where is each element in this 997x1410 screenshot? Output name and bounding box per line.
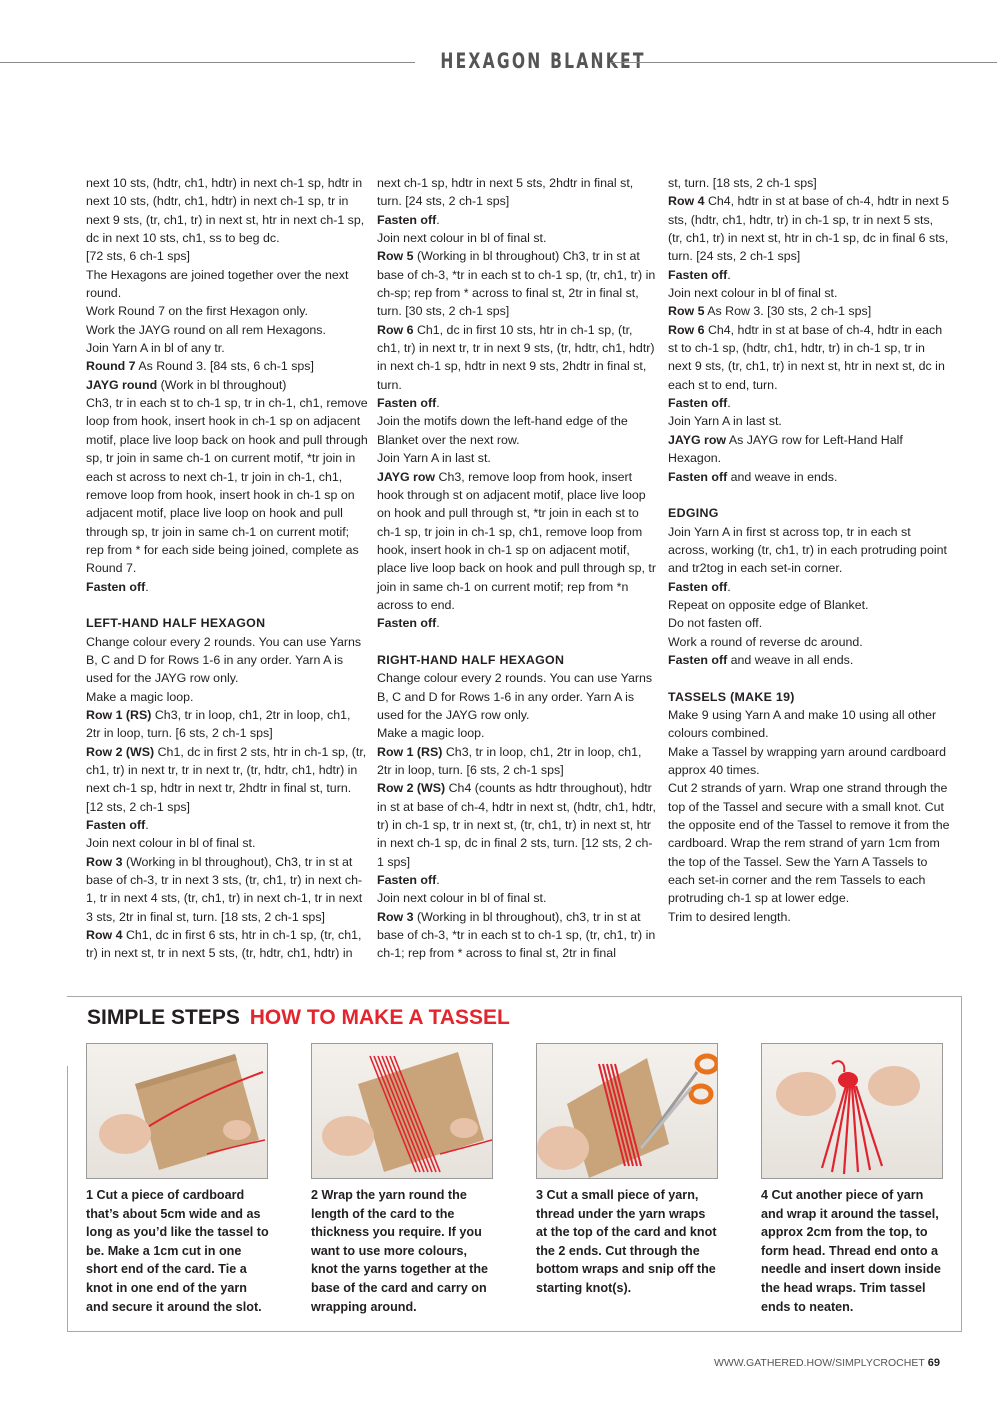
text-column-2 xyxy=(377,174,659,963)
text-run: RIGHT-HAND HALF HEXAGON xyxy=(377,652,565,667)
instruction-paragraph xyxy=(86,339,368,357)
bold-term: Row 1 (RS) xyxy=(86,707,152,722)
instruction-paragraph xyxy=(86,376,368,394)
instruction-paragraph xyxy=(86,394,368,577)
text-run: As Row 3. [30 sts, 2 ch-1 sps] xyxy=(704,304,872,319)
text-column-3 xyxy=(668,174,950,926)
step-caption-text xyxy=(536,1186,720,1298)
bold-term: JAYG row xyxy=(668,432,727,447)
instruction-paragraph xyxy=(86,578,368,596)
text-run: TASSELS (MAKE 19) xyxy=(668,689,795,704)
simple-steps-title-accent: HOW TO MAKE A TASSEL xyxy=(249,1006,510,1029)
text-run: Join the motifs down the left-hand edge of the Blanket over the next row. xyxy=(377,414,628,447)
text-run: LEFT-HAND HALF HEXAGON xyxy=(86,616,266,631)
bold-term: Row 3 xyxy=(86,854,123,869)
page-header xyxy=(0,46,997,82)
text-run: Join Yarn A in first st across top, tr in each st across, working (tr, ch1, tr) in each protruding point and tr2tog in each set-in corner. xyxy=(668,524,947,576)
bold-term: Row 1 (RS) xyxy=(377,744,443,759)
text-run: (Working in bl throughout) Ch3, tr in st at base of ch-3, *tr in each st to ch-1 sp, (tr, ch1, tr) in ch-sp; rep from * across to final st, 2tr in final st, turn. [30 sts, 2 ch-1 sps] xyxy=(377,249,656,319)
bold-term: Row 6 xyxy=(377,322,414,337)
instruction-paragraph xyxy=(86,321,368,339)
text-run: As Round 3. [84 sts, 6 ch-1 sps] xyxy=(135,359,314,374)
instruction-paragraph xyxy=(668,302,950,320)
paragraph-gap xyxy=(668,486,950,504)
step-1-caption xyxy=(86,1186,270,1316)
text-run: . xyxy=(145,579,149,594)
bold-term: Fasten off xyxy=(377,212,437,227)
instruction-paragraph xyxy=(377,211,659,229)
paragraph-gap xyxy=(86,596,368,614)
instruction-paragraph xyxy=(86,926,368,963)
page-number: 69 xyxy=(927,1357,940,1369)
step-text: Cut a small piece of yarn, thread under the yarn wraps at the top of the card and knot the 2 ends. Cut through the bottom wraps and snip off the starting knot(s). xyxy=(536,1188,717,1295)
bold-term: Fasten off xyxy=(668,267,728,282)
bold-term: Row 6 xyxy=(668,322,705,337)
instruction-paragraph xyxy=(668,706,950,743)
text-run: Change colour every 2 rounds. You can use Yarns B, C and D for Rows 1-6 in any order. Yarn A is used for the JAYG row only. xyxy=(86,634,362,686)
text-run: Work a round of reverse dc around. xyxy=(668,634,863,649)
hand-right xyxy=(868,1066,920,1106)
text-run: . xyxy=(436,212,440,227)
instruction-paragraph xyxy=(86,357,368,375)
instruction-paragraph xyxy=(377,468,659,615)
instruction-paragraph xyxy=(668,633,950,651)
hand-right xyxy=(223,1120,251,1140)
instruction-paragraph xyxy=(668,908,950,926)
instruction-paragraph xyxy=(86,174,368,247)
paragraph-gap xyxy=(377,633,659,651)
bold-term: Round 7 xyxy=(86,359,136,374)
instruction-paragraph xyxy=(668,468,950,486)
text-run: Join Yarn A in last st. xyxy=(668,414,782,429)
text-run: . xyxy=(436,616,440,631)
text-run: Ch1, dc in first 6 sts, htr in ch-1 sp, (tr, ch1, tr) in next st, tr in next 5 sts, (tr, hdtr, ch1, hdtr) in xyxy=(86,928,362,961)
instruction-paragraph xyxy=(668,174,950,192)
instruction-paragraph xyxy=(86,706,368,743)
text-run: (Work in bl throughout) xyxy=(157,377,287,392)
instruction-paragraph xyxy=(86,247,368,265)
bold-term: Fasten off xyxy=(377,396,437,411)
text-run: Join next colour in bl of final st. xyxy=(377,891,547,906)
instruction-paragraph xyxy=(86,743,368,816)
instruction-paragraph xyxy=(377,889,659,907)
text-run: [72 sts, 6 ch-1 sps] xyxy=(86,249,190,264)
text-run: Trim to desired length. xyxy=(668,909,791,924)
text-run: Repeat on opposite edge of Blanket. xyxy=(668,597,869,612)
instruction-paragraph xyxy=(377,321,659,394)
text-run: Join next colour in bl of final st. xyxy=(377,231,547,246)
instruction-paragraph xyxy=(377,394,659,412)
instruction-paragraph xyxy=(377,174,659,211)
section-heading xyxy=(86,614,368,632)
step-2-photo xyxy=(311,1043,493,1179)
bold-term: Row 4 xyxy=(86,928,123,943)
instruction-paragraph xyxy=(377,871,659,889)
text-run: and weave in all ends. xyxy=(727,652,854,667)
paragraph-gap xyxy=(668,669,950,687)
step-1-photo xyxy=(86,1043,268,1179)
text-run: Make a magic loop. xyxy=(377,726,485,741)
instruction-paragraph xyxy=(668,523,950,578)
text-run: and weave in ends. xyxy=(727,469,838,484)
text-run: Ch3, remove loop from hook, insert hook through st on adjacent motif, place live loop on hook and pull through st, *tr join in each st to ch-1 sp, tr join in ch-1 sp, ch1, remove loop from hook, insert hook in ch-1 sp on adjacent motif, place live loop back on hook and pull through sp, tr join in same ch-1 on current motif; rep from *n across to end. xyxy=(377,469,656,612)
text-run: st, turn. [18 sts, 2 ch-1 sps] xyxy=(668,176,817,190)
text-run: The Hexagons are joined together over the next round. xyxy=(86,267,349,301)
text-run: . xyxy=(145,818,149,833)
instruction-paragraph xyxy=(86,688,368,706)
text-run: . xyxy=(727,579,731,594)
step-caption-text xyxy=(761,1186,945,1316)
step-number: 3 xyxy=(536,1188,544,1202)
text-column-1 xyxy=(86,174,368,963)
text-run: . xyxy=(727,267,731,282)
section-heading xyxy=(668,504,950,522)
step-4-photo xyxy=(761,1043,943,1179)
header-rule-right xyxy=(610,62,997,63)
step-3-caption xyxy=(536,1186,720,1298)
step-number: 2 xyxy=(311,1188,319,1202)
instruction-paragraph xyxy=(668,412,950,430)
step-text: Cut another piece of yarn and wrap it around the tassel, approx 2cm from the top, to form head. Thread end onto a needle and insert down inside the head wraps. Trim tassel ends to neaten. xyxy=(761,1188,941,1314)
instruction-paragraph xyxy=(668,614,950,632)
text-run: Work the JAYG round on all rem Hexagons. xyxy=(86,322,326,337)
step-4-caption xyxy=(761,1186,945,1316)
instruction-paragraph xyxy=(86,633,368,688)
text-run: . xyxy=(436,873,440,888)
text-run: Ch3, tr in loop, ch1, 2tr in loop, ch1, 2tr in loop, turn. [6 sts, 2 ch-1 sps] xyxy=(377,744,642,777)
simple-steps-title-prefix: SIMPLE STEPS xyxy=(87,1006,240,1029)
bold-term: Row 4 xyxy=(668,194,705,209)
instruction-paragraph xyxy=(86,266,368,303)
bold-term: Fasten off xyxy=(377,616,437,631)
simple-steps-box-left-rule xyxy=(67,1066,68,1331)
instruction-paragraph xyxy=(377,908,659,963)
bold-term: Row 5 xyxy=(377,249,414,264)
bold-term: Row 5 xyxy=(668,304,705,319)
text-run: Do not fasten off. xyxy=(668,616,763,631)
text-run: Ch4, hdtr in st at base of ch-4, hdtr in next 5 sts, (hdtr, ch1, hdtr, tr) in ch-1 sp, tr in next 5 sts, (tr, ch1, tr) in next st, htr in ch-1 sp, dc in final 6 sts, turn. [24 sts, 2 ch-1 sps] xyxy=(668,194,950,264)
bold-term: Fasten off xyxy=(668,396,728,411)
text-run: Make 9 using Yarn A and make 10 using all other colours combined. xyxy=(668,707,937,741)
bold-term: Fasten off xyxy=(86,579,146,594)
instruction-paragraph xyxy=(377,669,659,724)
page-title: HEXAGON BLANKET xyxy=(440,49,646,73)
bold-term: Fasten off xyxy=(377,873,437,888)
instruction-paragraph xyxy=(668,779,950,907)
instruction-paragraph xyxy=(86,853,368,926)
text-run: Make a Tassel by wrapping yarn around cardboard approx 40 times. xyxy=(668,744,947,777)
instruction-paragraph xyxy=(668,266,950,284)
step-number: 4 xyxy=(761,1188,769,1202)
instruction-paragraph xyxy=(377,229,659,247)
text-run: Ch4, hdtr in st at base of ch-4, hdtr in each st to ch-1 sp, (hdtr, ch1, hdtr, tr) in ch-1 sp, tr in next 9 sts, (tr, ch1, tr) in next st, htr in next st, dc in each st to end, turn. xyxy=(668,322,945,392)
text-run: Ch3, tr in each st to ch-1 sp, tr in ch-1, ch1, remove loop from hook, insert hook in ch-1 sp on adjacent motif, place live loop back on hook and pull through sp, tr join in same ch-1 on current motif, *tr join in each st across to next ch-1, tr join in ch-1, ch1, remove loop from hook, insert hook in ch-1 sp on adjacent motif, place live loop on hook and pull through sp, tr join in same ch-1 on current motif; rep from * for each side being joined, complete as Round 7. xyxy=(86,396,368,576)
instruction-paragraph xyxy=(668,284,950,302)
step-2-caption xyxy=(311,1186,495,1316)
instruction-paragraph xyxy=(377,614,659,632)
instruction-paragraph xyxy=(668,321,950,394)
text-run: . xyxy=(436,396,440,411)
bold-term: Fasten off xyxy=(668,469,728,484)
instruction-paragraph xyxy=(668,394,950,412)
instruction-paragraph xyxy=(377,412,659,449)
tassel-head xyxy=(838,1072,858,1088)
text-run: Cut 2 strands of yarn. Wrap one strand through the top of the Tassel and secure with a small knot. Cut the opposite end of the Tassel to remove it from the cardboard. Wrap the rem strand of yarn 1cm from the top of the Tassel. Sew the Yarn A Tassels to each set-in corner and the rem Tassels to each protruding ch-1 sp at lower edge. xyxy=(668,781,950,906)
footer-url: WWW.GATHERED.HOW/SIMPLYCROCHET xyxy=(713,1357,925,1369)
text-run: next 10 sts, (hdtr, ch1, hdtr) in next ch-1 sp, hdtr in next 10 sts, (hdtr, ch1, hdtr) in next ch-1 sp, tr in next 9 sts, (tr, ch1, tr) in next st, htr in next ch-1 sp, dc in next 10 sts, ch1, ss to beg dc. xyxy=(86,176,365,246)
instruction-paragraph xyxy=(668,743,950,780)
hand-left xyxy=(776,1072,836,1116)
instruction-paragraph xyxy=(86,834,368,852)
instruction-paragraph xyxy=(377,247,659,320)
text-run: Ch4 (counts as hdtr throughout), hdtr in st at base of ch-4, hdtr in next st, (hdtr, ch1, hdtr, tr) in ch-1 sp, tr in next st, (tr, ch1, tr) in next st, htr in next ch-1 sp, dc in final 2 sts, turn. [12 sts, 2 ch-1 sps] xyxy=(377,781,656,869)
text-run: (Working in bl throughout), Ch3, tr in st at base of ch-3, tr in next 3 sts, (tr, ch1, tr) in next ch-1, tr in next 4 sts, (tr, ch1, tr) in next ch-1, tr in next 3 sts, 2tr in final st, turn. [18 sts, 2 ch-1 sps] xyxy=(86,854,363,924)
bold-term: Row 2 (WS) xyxy=(86,744,155,759)
instruction-paragraph xyxy=(377,743,659,780)
hand-left xyxy=(537,1126,589,1170)
text-run: EDGING xyxy=(668,506,719,521)
bold-term: Fasten off xyxy=(668,652,728,667)
text-run: Join Yarn A in bl of any tr. xyxy=(86,341,225,356)
text-run: As JAYG row for Left-Hand Half Hexagon. xyxy=(668,432,903,466)
step-caption-text xyxy=(86,1186,270,1316)
text-run: Join Yarn A in last st. xyxy=(377,451,491,466)
step-number: 1 xyxy=(86,1188,94,1202)
instruction-paragraph xyxy=(668,596,950,614)
hand-left xyxy=(99,1114,151,1154)
section-heading xyxy=(377,651,659,669)
text-run: next ch-1 sp, hdtr in next 5 sts, 2hdtr in final st, turn. [24 sts, 2 ch-1 sps] xyxy=(377,176,634,209)
bold-term: JAYG row xyxy=(377,469,436,484)
bold-term: Fasten off xyxy=(668,579,728,594)
hand-left xyxy=(322,1116,374,1156)
simple-steps-title xyxy=(87,1006,510,1030)
section-heading xyxy=(668,688,950,706)
text-run: Work Round 7 on the first Hexagon only. xyxy=(86,304,309,319)
instruction-paragraph xyxy=(668,578,950,596)
instruction-paragraph xyxy=(668,651,950,669)
instruction-paragraph xyxy=(86,302,368,320)
step-text: Wrap the yarn round the length of the card to the thickness you require. If you want to use more colours, knot the yarns together at the base of the card and carry on wrapping around. xyxy=(311,1188,489,1314)
instruction-paragraph xyxy=(377,724,659,742)
text-run: Ch3, tr in loop, ch1, 2tr in loop, ch1, 2tr in loop, turn. [6 sts, 2 ch-1 sps] xyxy=(86,707,351,741)
step-caption-text xyxy=(311,1186,495,1316)
hand-right xyxy=(450,1118,478,1138)
text-run: Ch1, dc in first 10 sts, htr in ch-1 sp, (tr, ch1, tr) in next tr, tr in next 9 sts, (tr, hdtr, ch1, hdtr) in next ch-1 sp, hdtr in next 9 sts, 2hdtr in final st, turn. xyxy=(377,322,655,392)
instruction-paragraph xyxy=(86,816,368,834)
header-rule-left xyxy=(0,62,415,63)
bold-term: Fasten off xyxy=(86,818,146,833)
text-run: Join next colour in bl of final st. xyxy=(668,286,838,301)
text-run: Change colour every 2 rounds. You can use Yarns B, C and D for Rows 1-6 in any order. Yarn A is used for the JAYG row only. xyxy=(377,671,653,722)
text-run: Join next colour in bl of final st. xyxy=(86,836,256,851)
instruction-paragraph xyxy=(377,779,659,871)
instruction-paragraph xyxy=(377,449,659,467)
instruction-paragraph xyxy=(668,431,950,468)
text-run: Ch1, dc in first 2 sts, htr in ch-1 sp, (tr, ch1, tr) in next tr, tr in next tr, (tr, hdtr, ch1, hdtr) in next ch-1 sp, hdtr in next tr, 2hdtr in final st, turn. [12 sts, 2 ch-1 sps] xyxy=(86,744,367,814)
text-run: Make a magic loop. xyxy=(86,689,194,704)
text-run: (Working in bl throughout), ch3, tr in st at base of ch-3, *tr in each st to ch-1 sp, (tr, ch1, tr) in ch-1; rep from * across to final st, 2tr in final xyxy=(377,909,656,961)
text-run: . xyxy=(727,396,731,411)
bold-term: Row 2 (WS) xyxy=(377,781,446,796)
step-text: Cut a piece of cardboard that’s about 5cm wide and as long as you’d like the tassel to be. Make a 1cm cut in one short end of the card. Tie a knot in one end of the yarn and secure it around the slot. xyxy=(86,1188,269,1314)
bold-term: Row 3 xyxy=(377,909,414,924)
instruction-paragraph xyxy=(668,192,950,265)
bold-term: JAYG round xyxy=(86,377,158,392)
page-footer xyxy=(714,1357,940,1369)
step-3-photo xyxy=(536,1043,718,1179)
